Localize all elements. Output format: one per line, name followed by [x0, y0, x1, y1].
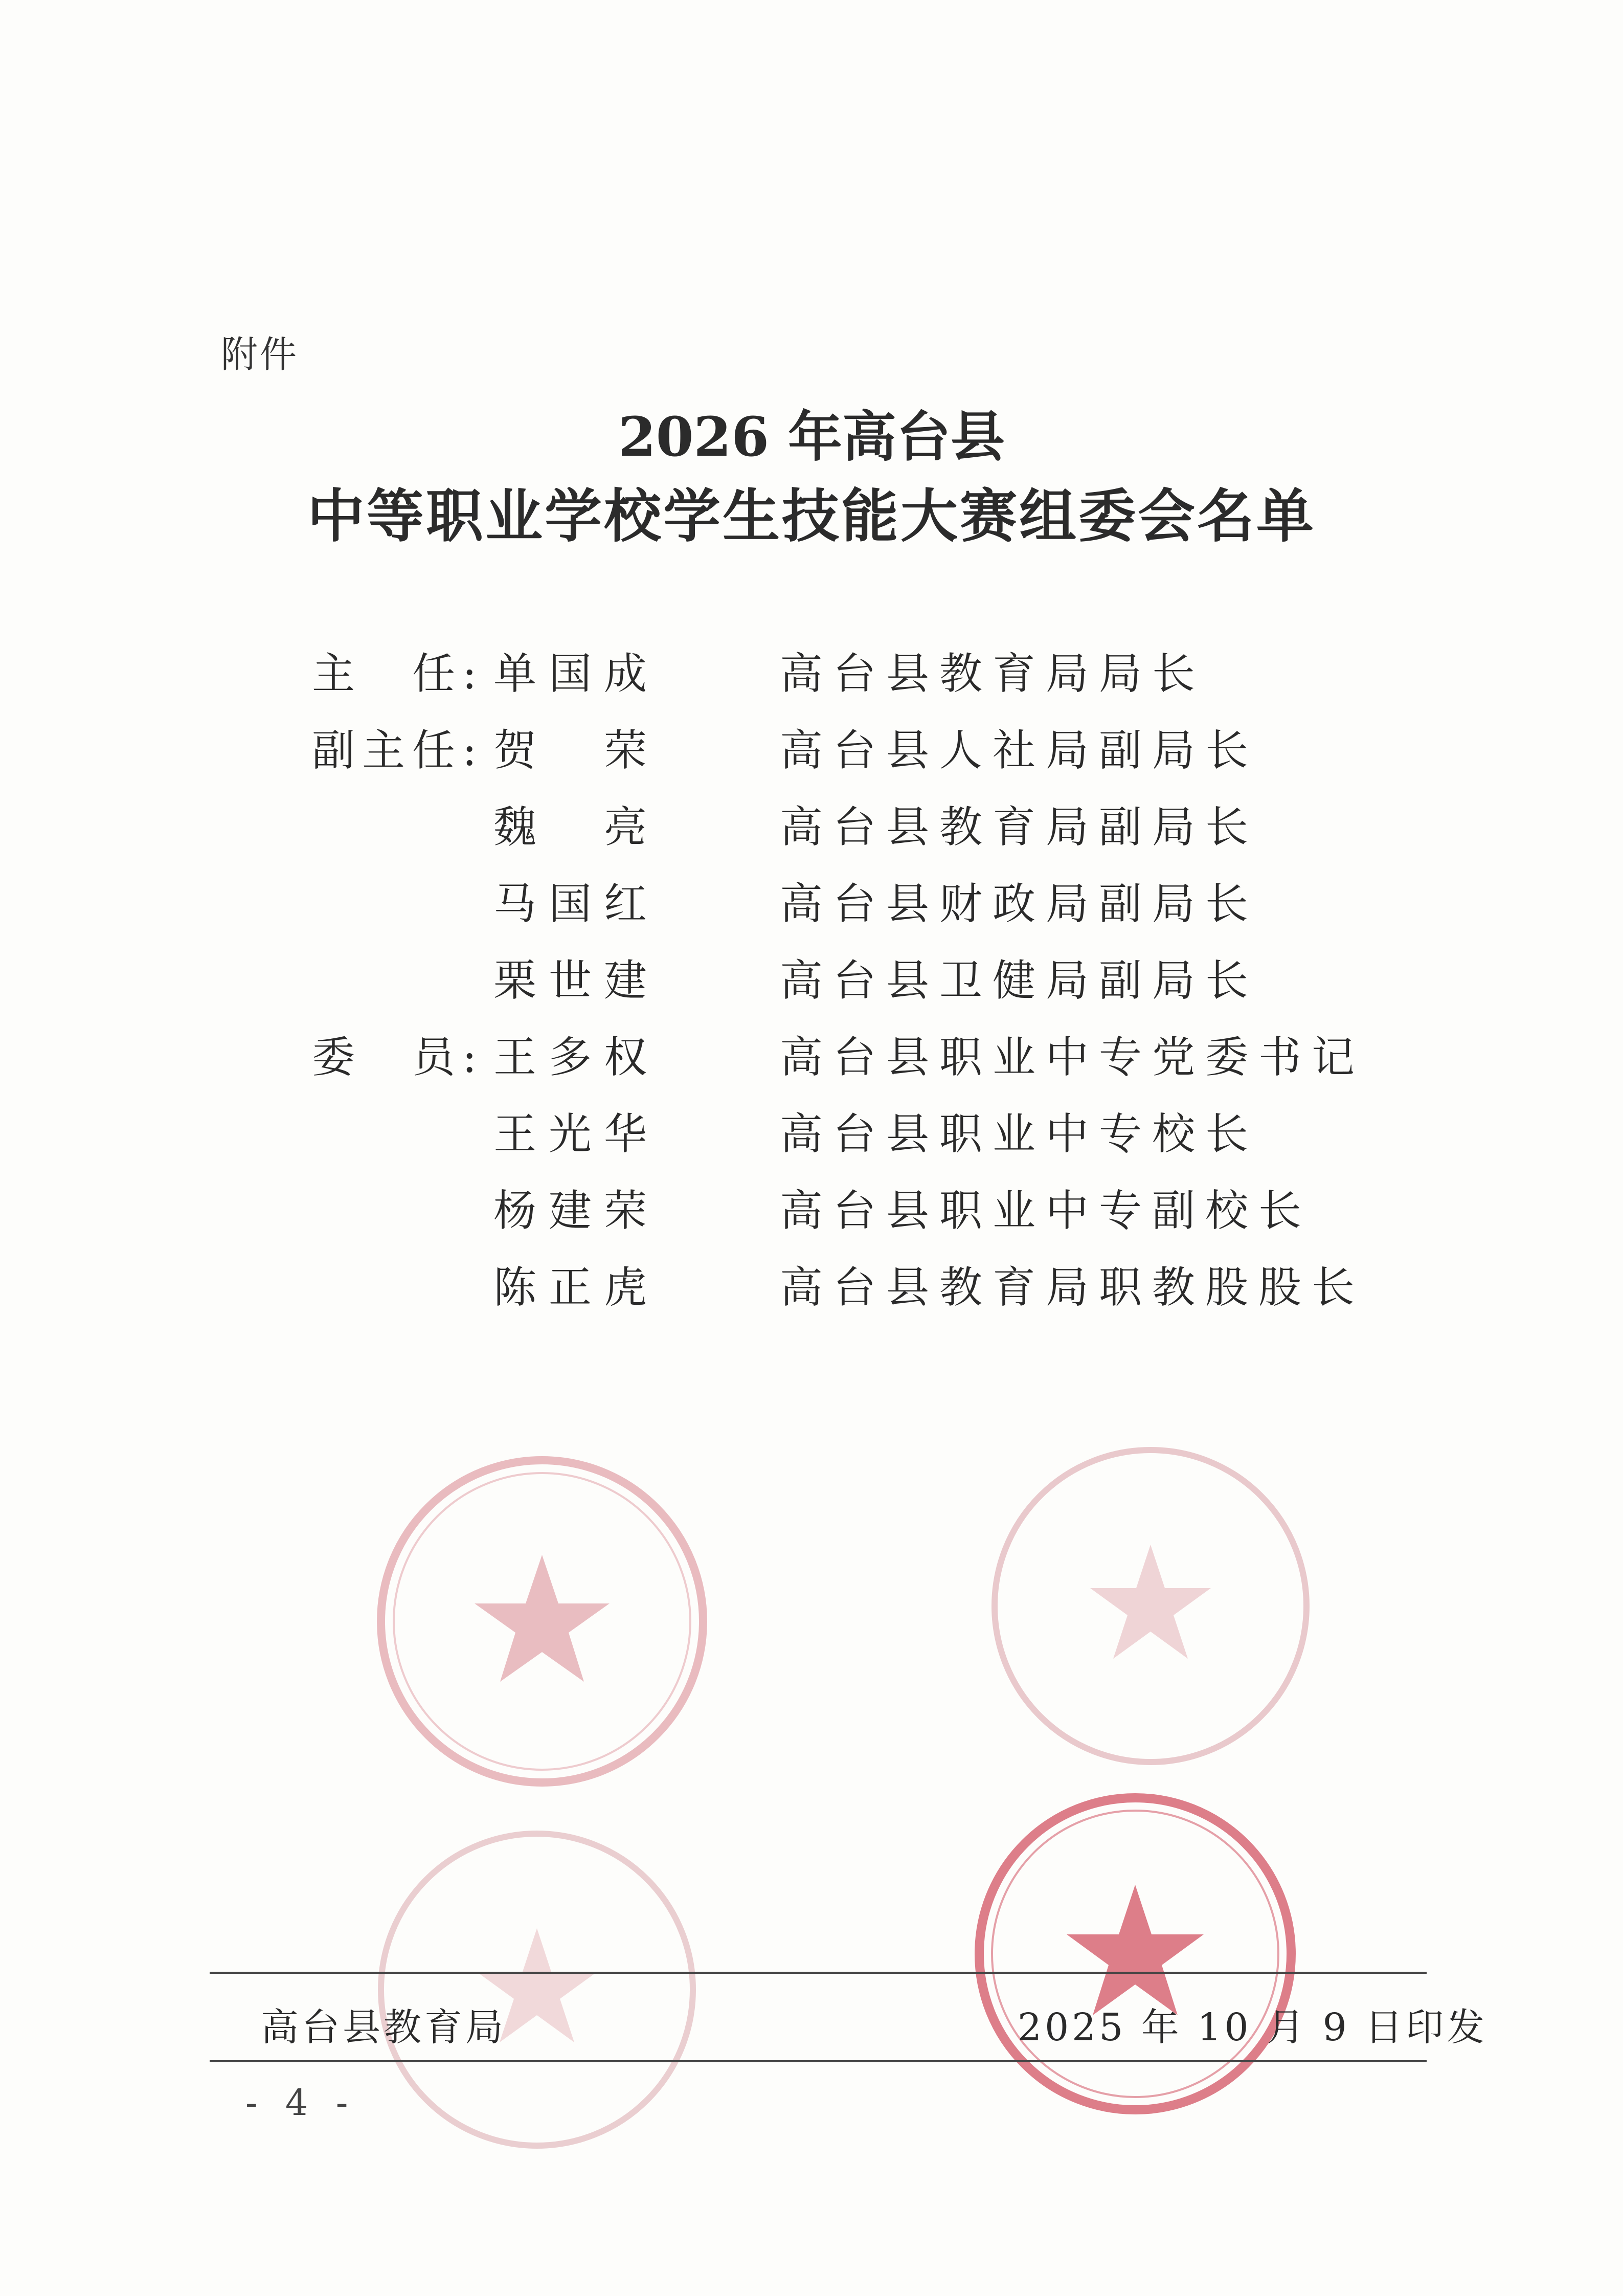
official-seal-right-top [982, 1437, 1319, 1775]
official-seal-issuer [966, 1785, 1304, 2123]
member-row [0, 1100, 1623, 1161]
footer-bottom-rule [210, 2060, 1427, 2062]
document-title-line1: 2026 年高台县 [618, 405, 1005, 469]
footer-top-rule [210, 1972, 1427, 1974]
member-name: 单国成 [493, 649, 660, 699]
member-position: 高台县教育局局长 [780, 649, 1206, 699]
member-role: 主 任: [312, 649, 484, 699]
member-name: 王多权 [493, 1032, 660, 1082]
member-name: 贺 荣 [493, 725, 660, 775]
member-row [0, 946, 1623, 1008]
member-position: 高台县职业中专党委书记 [780, 1032, 1365, 1082]
member-row [0, 716, 1623, 777]
footer-issue-date: 2025 年 10 月 9 日印发 [1018, 2005, 1488, 2049]
page-number: - 4 - [245, 2082, 356, 2124]
attachment-label: 附件 [221, 333, 299, 376]
official-seal-left-bottom [368, 1821, 706, 2158]
footer-issuer: 高台县教育局 [261, 2005, 506, 2049]
member-row [0, 793, 1623, 854]
member-name: 马国红 [493, 879, 660, 929]
member-row [0, 639, 1623, 701]
member-row [0, 870, 1623, 931]
member-position: 高台县人社局副局长 [780, 725, 1259, 775]
member-name: 王光华 [493, 1109, 660, 1159]
member-row [0, 1253, 1623, 1314]
member-position: 高台县职业中专校长 [780, 1109, 1259, 1159]
member-role: 副主任: [312, 725, 484, 775]
member-position: 高台县卫健局副局长 [780, 955, 1259, 1006]
member-position: 高台县财政局副局长 [780, 879, 1259, 929]
member-name: 魏 亮 [493, 802, 660, 852]
member-role: 委 员: [312, 1032, 484, 1082]
member-name: 杨建荣 [493, 1186, 660, 1236]
member-name: 陈正虎 [493, 1262, 660, 1312]
member-position: 高台县教育局职教股股长 [780, 1262, 1365, 1312]
document-title-line2: 中等职业学校学生技能大赛组委会名单 [307, 483, 1316, 550]
member-name: 栗世建 [493, 955, 660, 1006]
member-position: 高台县职业中专副校长 [780, 1186, 1312, 1236]
official-seal-left-top [368, 1447, 716, 1795]
member-position: 高台县教育局副局长 [780, 802, 1259, 852]
member-row [0, 1023, 1623, 1084]
member-row [0, 1176, 1623, 1238]
